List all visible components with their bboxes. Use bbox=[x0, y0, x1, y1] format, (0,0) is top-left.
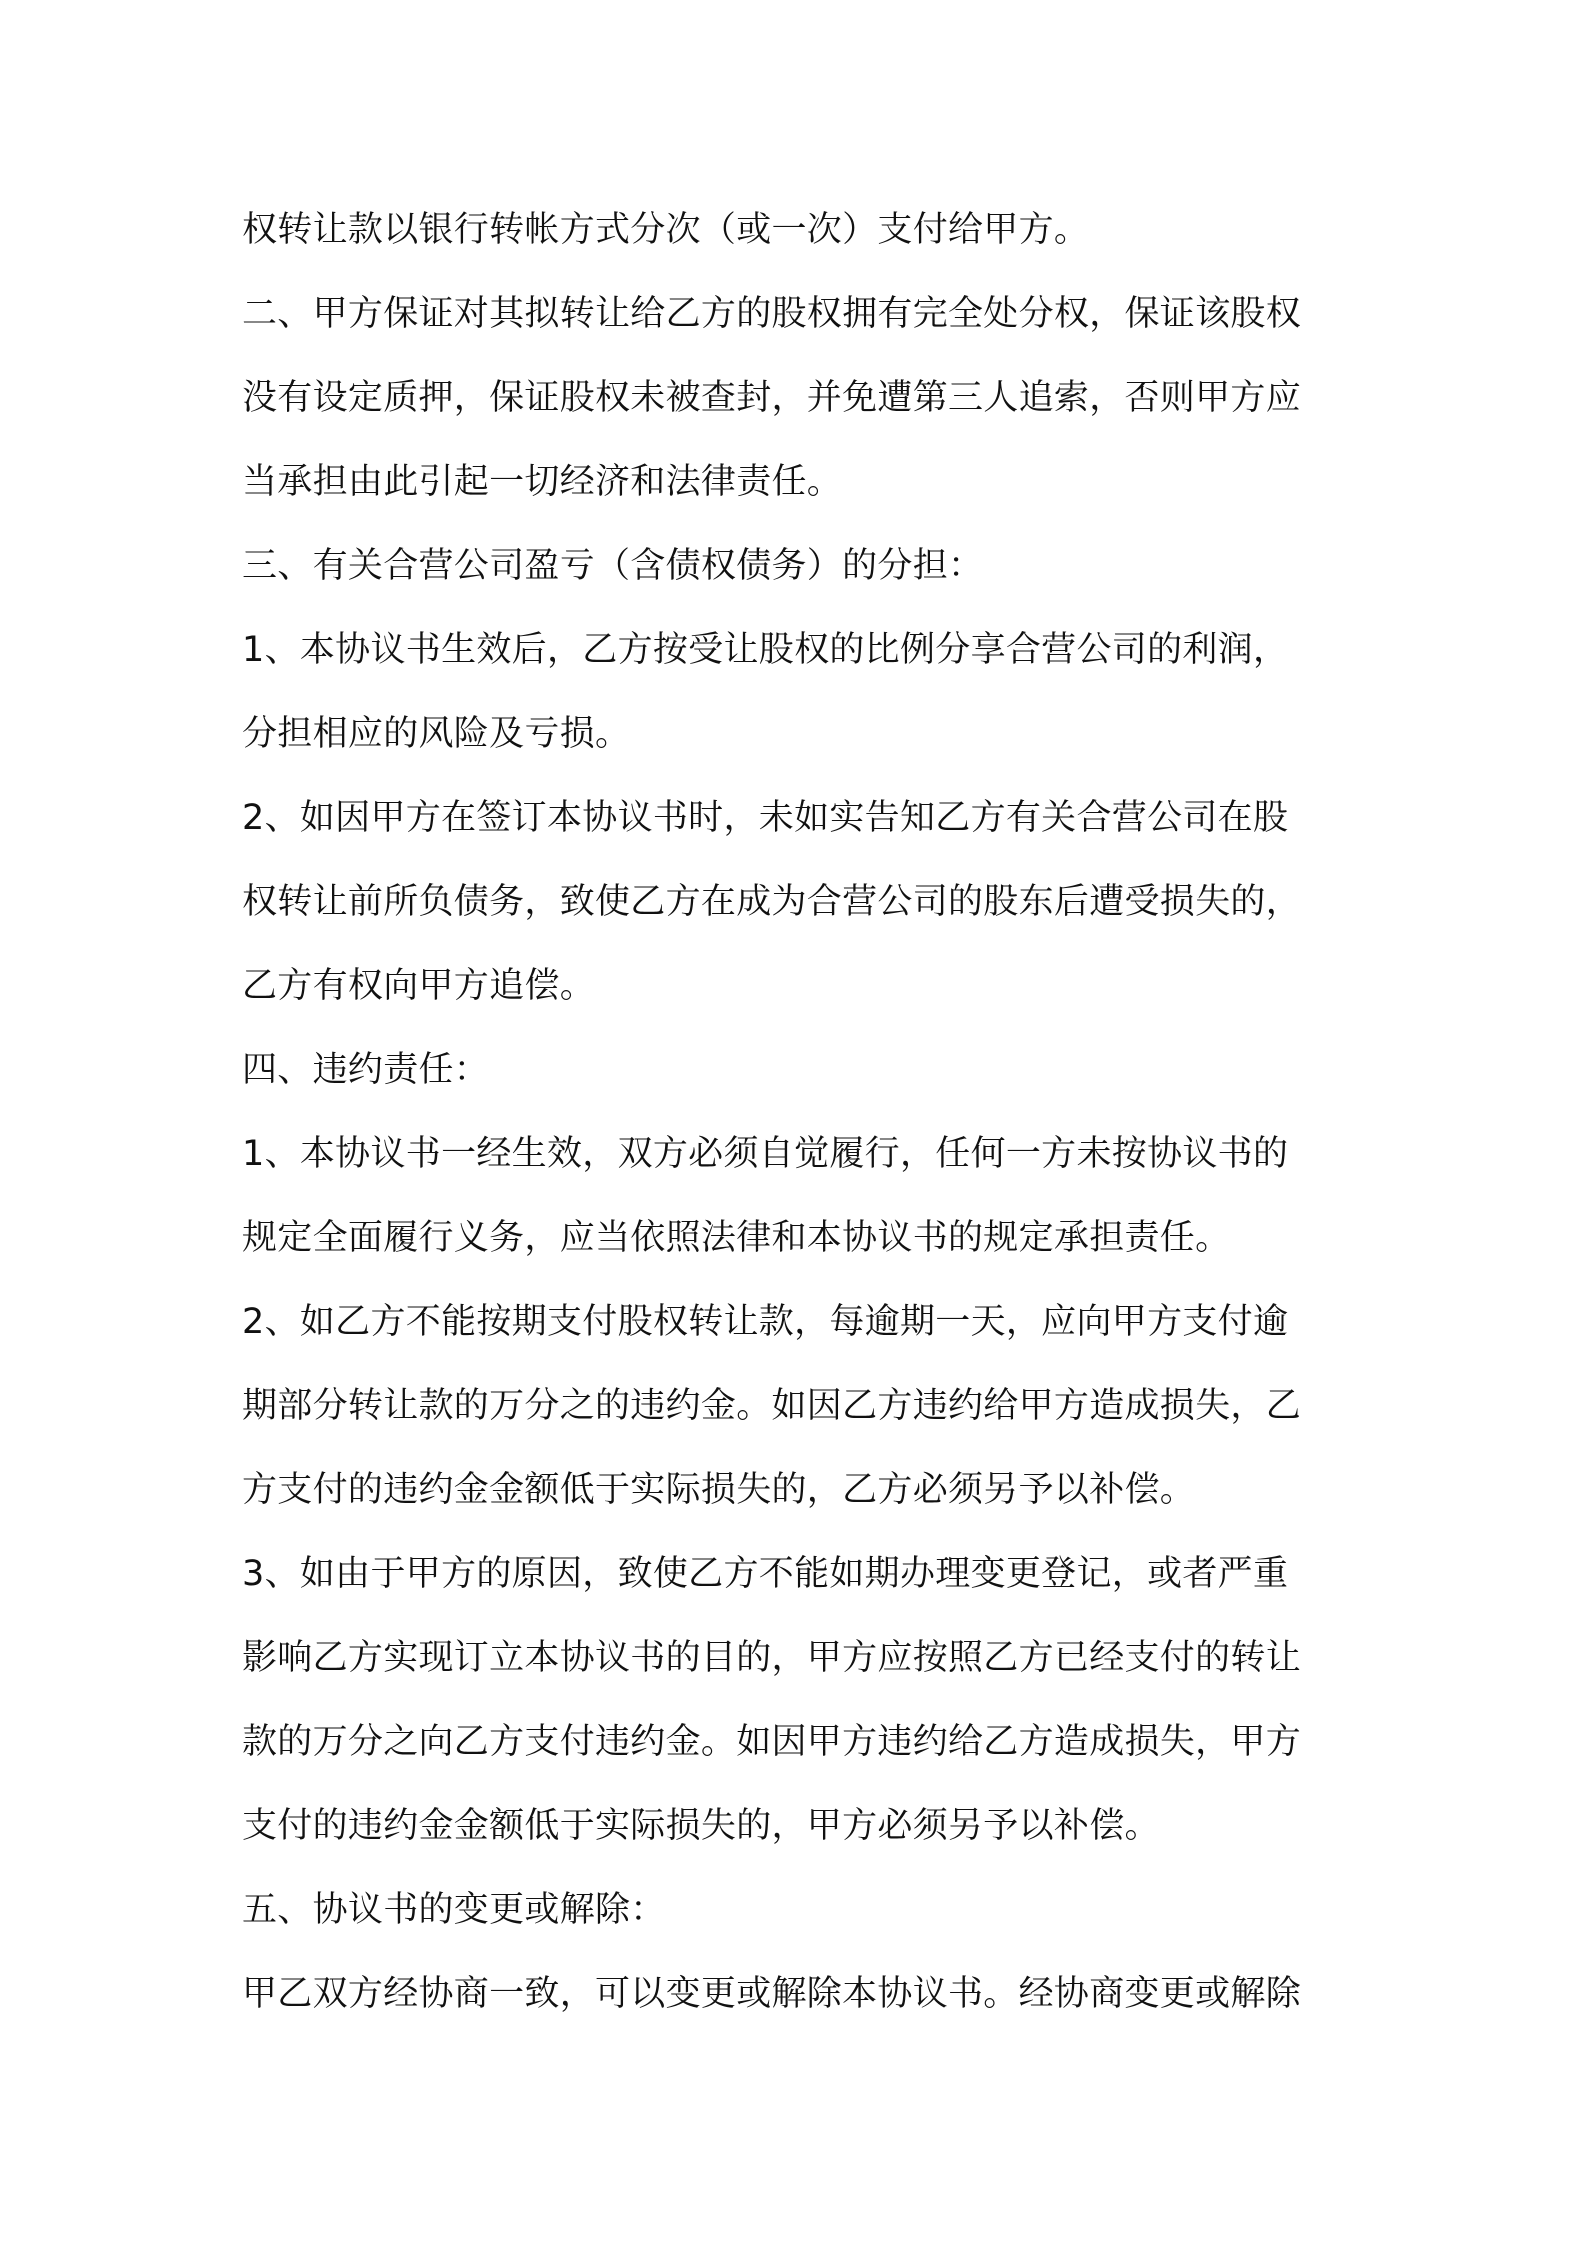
text-line-3: 没有设定质押，保证股权未被查封，并免遭第三人追索，否则甲方应 bbox=[242, 378, 1302, 418]
text-line-16: 方支付的违约金金额低于实际损失的，乙方必须另予以补偿。 bbox=[242, 1470, 1196, 1510]
text-line-15: 期部分转让款的万分之的违约金。如因乙方违约给甲方造成损失，乙 bbox=[242, 1386, 1302, 1426]
text-line-1: 权转让款以银行转帐方式分次（或一次）支付给甲方。 bbox=[242, 210, 1090, 250]
section-heading-4: 四、违约责任： bbox=[242, 1050, 490, 1090]
text-line-2: 二、甲方保证对其拟转让给乙方的股权拥有完全处分权，保证该股权 bbox=[242, 294, 1302, 334]
text-line-9: 权转让前所负债务，致使乙方在成为合营公司的股东后遭受损失的， bbox=[242, 882, 1302, 922]
text-line-20: 支付的违约金金额低于实际损失的，甲方必须另予以补偿。 bbox=[242, 1806, 1160, 1846]
document-body bbox=[242, 188, 1362, 2036]
text-line-14: 2、如乙方不能按期支付股权转让款，每逾期一天，应向甲方支付逾 bbox=[242, 1302, 1289, 1342]
text-line-6: 1、本协议书生效后，乙方按受让股权的比例分享合营公司的利润， bbox=[242, 630, 1289, 670]
text-line-17: 3、如由于甲方的原因，致使乙方不能如期办理变更登记，或者严重 bbox=[242, 1554, 1289, 1594]
text-line-13: 规定全面履行义务，应当依照法律和本协议书的规定承担责任。 bbox=[242, 1218, 1231, 1258]
section-heading-3: 三、有关合营公司盈亏（含债权债务）的分担： bbox=[242, 546, 984, 586]
text-line-12: 1、本协议书一经生效，双方必须自觉履行，任何一方未按协议书的 bbox=[242, 1134, 1289, 1174]
section-heading-5: 五、协议书的变更或解除： bbox=[242, 1890, 666, 1930]
text-line-22: 甲乙双方经协商一致，可以变更或解除本协议书。经协商变更或解除 bbox=[242, 1974, 1302, 2014]
text-line-4: 当承担由此引起一切经济和法律责任。 bbox=[242, 462, 843, 502]
text-line-18: 影响乙方实现订立本协议书的目的，甲方应按照乙方已经支付的转让 bbox=[242, 1638, 1302, 1678]
text-line-19: 款的万分之向乙方支付违约金。如因甲方违约给乙方造成损失，甲方 bbox=[242, 1722, 1302, 1762]
text-line-8: 2、如因甲方在签订本协议书时，未如实告知乙方有关合营公司在股 bbox=[242, 798, 1289, 838]
text-line-7: 分担相应的风险及亏损。 bbox=[242, 714, 631, 754]
text-line-10: 乙方有权向甲方追偿。 bbox=[242, 966, 596, 1006]
